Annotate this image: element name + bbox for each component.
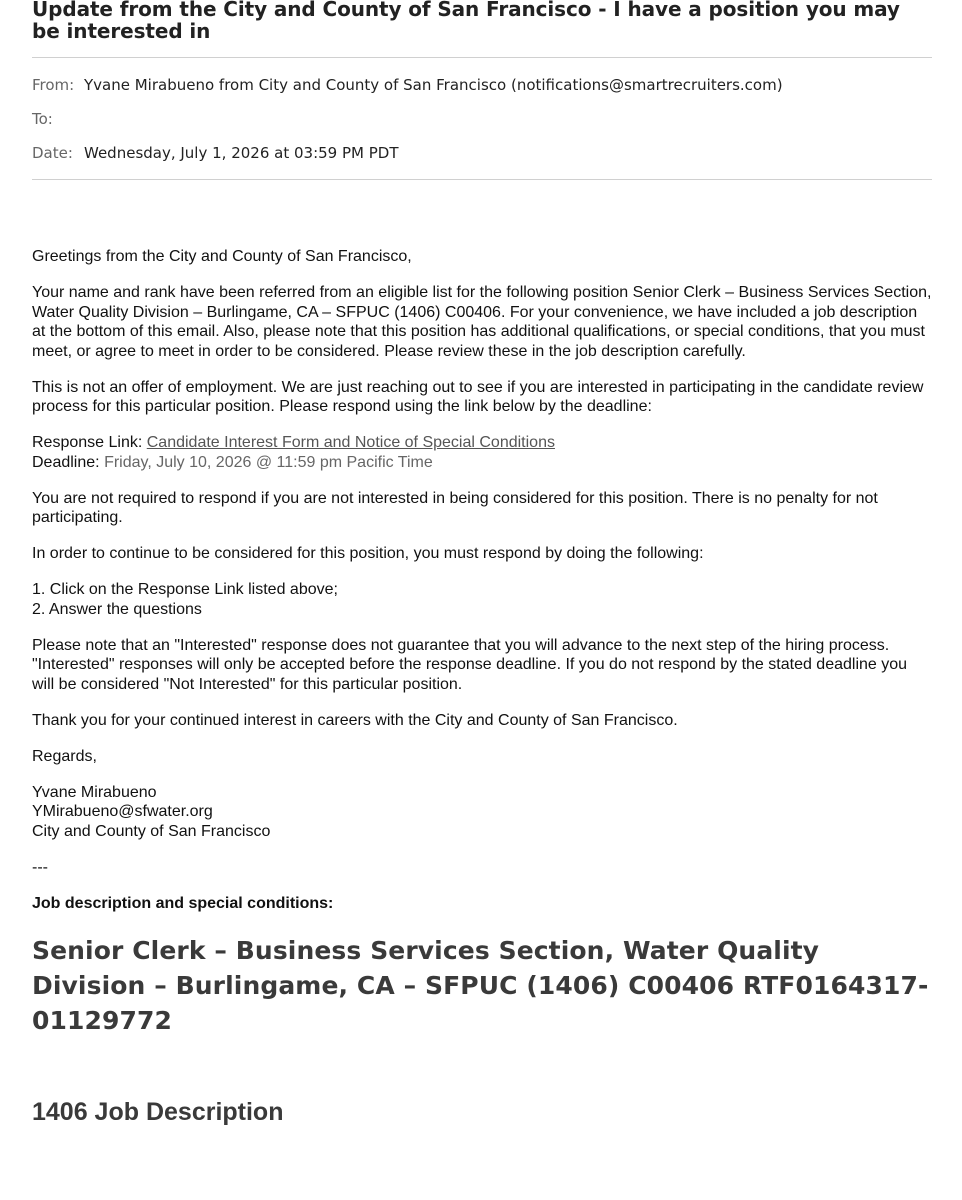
- greeting: Greetings from the City and County of San Francisco,: [32, 248, 412, 265]
- header-divider-top: [32, 57, 932, 58]
- paragraph-no-penalty: You are not required to respond if you are not interested in being considered for this position. There is no penalty for not participating.: [32, 489, 878, 526]
- signature-name: Yvane Mirabueno: [32, 783, 157, 801]
- step-1: 1. Click on the Response Link listed above;: [32, 581, 338, 598]
- paragraph-referral: Your name and rank have been referred from an eligible list for the following position Senior Clerk – Business Services Section, Water Quality Division – Burlingame, CA – SFPUC (1406) C00406. For your convenience, we have included a job description at the bottom of this email. Also, please note that this position has additional qualifications, or special conditions, that you must meet, or agree to meet in order to be considered. Please review these in the job description carefully.: [32, 284, 932, 360]
- paragraph-interested-note: Please note that an "Interested" response does not guarantee that you will advance to the next step of the hiring process. "Interested" responses will only be accepted before the response deadline. If you do not respond by the stated deadline you will be considered "Not Interested" for this particular position.: [32, 636, 908, 693]
- date-row: [32, 143, 932, 163]
- job-sub-heading: 1406 Job Description: [32, 1098, 284, 1126]
- email-body: [32, 247, 932, 1127]
- date-value: Wednesday, July 1, 2026 at 03:59 PM PDT: [84, 144, 399, 162]
- response-link-label: Response Link:: [32, 434, 143, 451]
- paragraph-thank-you: Thank you for your continued interest in careers with the City and County of San Francisco.: [32, 711, 678, 729]
- step-2: 2. Answer the questions: [32, 600, 202, 618]
- signature-email[interactable]: YMirabueno@sfwater.org: [32, 803, 213, 820]
- regards: Regards,: [32, 747, 97, 765]
- from-value[interactable]: Yvane Mirabueno from City and County of San Francisco (notifications@smartrecruiters.com): [84, 76, 783, 94]
- response-link-row: [32, 433, 932, 453]
- email-view: [32, 0, 932, 1127]
- from-label: From:: [32, 76, 75, 94]
- email-subject: Update from the City and County of San Francisco - I have a position you may be interested in: [32, 0, 900, 43]
- separator: ---: [32, 858, 48, 876]
- date-label: Date:: [32, 144, 73, 162]
- deadline-label: Deadline:: [32, 453, 100, 471]
- response-link[interactable]: Candidate Interest Form and Notice of Special Conditions: [146, 434, 555, 451]
- paragraph-not-offer: This is not an offer of employment. We are just reaching out to see if you are interested in participating in the candidate review process for this particular position. Please respond using the link below by the deadline:: [32, 378, 924, 415]
- deadline-row: [32, 453, 932, 473]
- job-description-heading: Job description and special conditions:: [32, 894, 334, 912]
- job-title: Senior Clerk – Business Services Section, Water Quality Division – Burlingame, CA – SFPUC (1406) C00406 RTF0164317-01129772: [32, 936, 929, 1035]
- deadline-value: Friday, July 10, 2026 @ 11:59 pm Pacific Time: [104, 453, 433, 471]
- from-row: [32, 75, 932, 95]
- to-label: To:: [32, 110, 53, 128]
- paragraph-instructions: In order to continue to be considered for this position, you must respond by doing the following:: [32, 545, 704, 562]
- header-divider-bottom: [32, 179, 932, 180]
- signature-org: City and County of San Francisco: [32, 822, 271, 840]
- to-row: [32, 109, 932, 129]
